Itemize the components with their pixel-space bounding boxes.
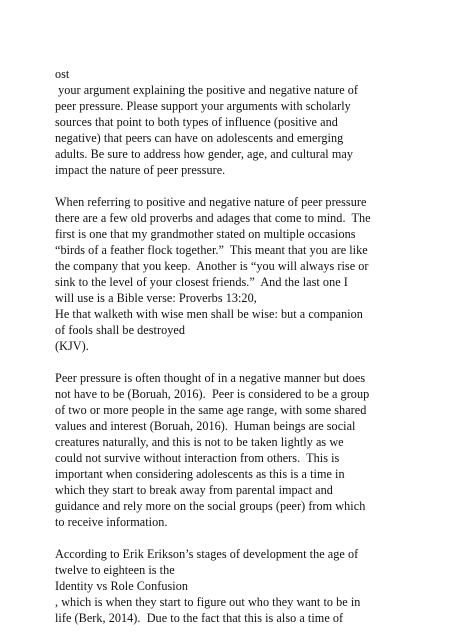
text-line: peer pressure. Please support your arguments with scholarly — [55, 99, 351, 113]
text-line: first is one that my grandmother stated on multiple occasions — [55, 227, 356, 241]
text-line: of fools shall be destroyed — [55, 323, 185, 337]
text-line: “birds of a feather flock together.” This meant that you are like — [55, 243, 368, 257]
text-line: (KJV). — [55, 339, 89, 353]
text-line: not have to be (Boruah, 2016). Peer is considered to be a group — [55, 387, 370, 401]
text-line: adults. Be sure to address how gender, age, and cultural may — [55, 147, 353, 161]
text-line: negative) that peers can have on adolescents and emerging — [55, 131, 344, 145]
text-line: Identity vs Role Confusion — [55, 579, 188, 593]
text-line: important when considering adolescents as this is a time in — [55, 467, 345, 481]
text-line: your argument explaining the positive and negative nature of — [55, 83, 359, 97]
text-line: sink to the level of your closest friends.” And the last one I — [55, 275, 348, 289]
text-line: He that walketh with wise men shall be wise: but a companion — [55, 307, 363, 321]
text-line: guidance and rely more on the social groups (peer) from which — [55, 499, 366, 513]
text-line: Peer pressure is often thought of in a negative manner but does — [55, 371, 366, 385]
text-line: ost — [55, 67, 70, 81]
text-line: which they start to break away from parental impact and — [55, 483, 333, 497]
text-line: to receive information. — [55, 515, 168, 529]
text-line: When referring to positive and negative nature of peer pressure — [55, 195, 367, 209]
text-line: life (Berk, 2014). Due to the fact that this is also a time of — [55, 611, 344, 625]
text-line: could not survive without interaction from others. This is — [55, 451, 340, 465]
text-line: twelve to eighteen is the — [55, 563, 175, 577]
text-line: values and interest (Boruah, 2016). Human beings are social — [55, 419, 356, 433]
text-line: will use is a Bible verse: Proverbs 13:20, — [55, 291, 257, 305]
text-line: of two or more people in the same age range, with some shared — [55, 403, 367, 417]
text-line: , which is when they start to figure out who they want to be in — [55, 595, 361, 609]
text-line: sources that point to both types of influence (positive and — [55, 115, 338, 129]
text-line: there are a few old proverbs and adages that come to mind. The — [55, 211, 371, 225]
text-line: According to Erik Erikson’s stages of development the age of — [55, 547, 359, 561]
text-line: creatures naturally, and this is not to be taken lightly as we — [55, 435, 344, 449]
text-line: the company that you keep. Another is “you will always rise or — [55, 259, 369, 273]
text-line: impact the nature of peer pressure. — [55, 163, 226, 177]
